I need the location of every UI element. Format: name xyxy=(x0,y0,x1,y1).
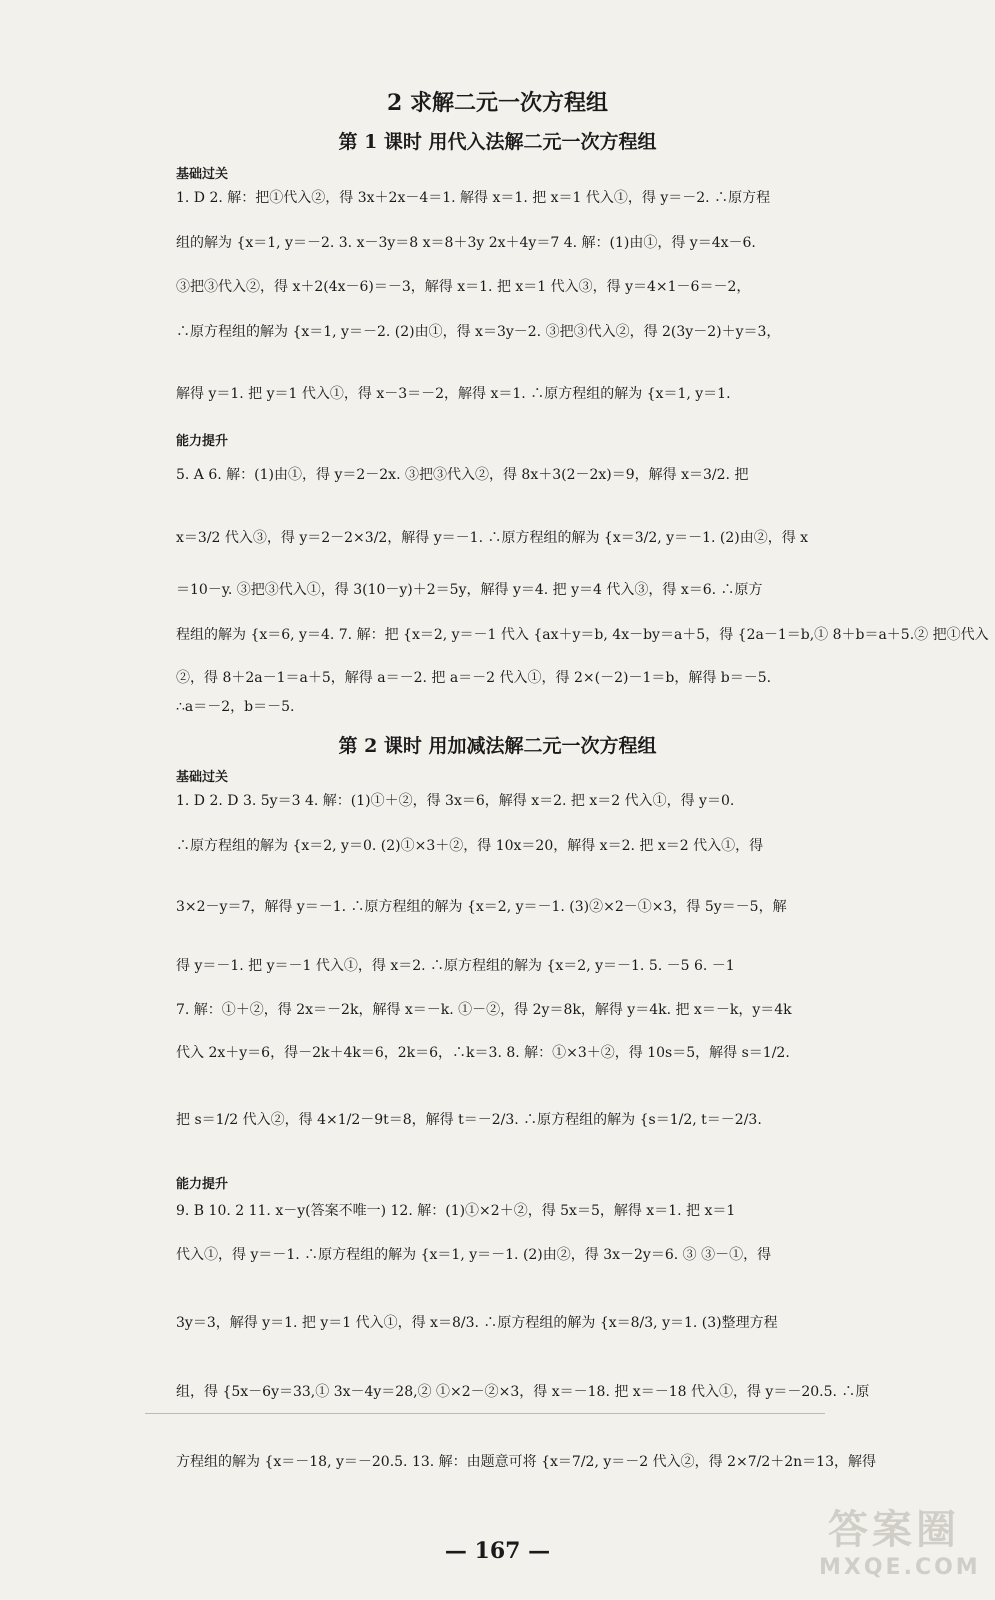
answer-line: 代入 2x＋y＝6，得－2k＋4k＝6，2k＝6，∴k＝3. 8. 解：①×3＋②，得 10s＝5，解得 s＝1/2. xyxy=(176,1045,790,1061)
answer-line: ＝10－y. ③把③代入①，得 3(10－y)＋2＝5y，解得 y＝4. 把 y＝4 代入③，得 x＝6. ∴原方 xyxy=(176,582,763,598)
section-basic-2: 基础过关 xyxy=(176,770,229,785)
answer-line: 组，得 {5x－6y＝33,① 3x－4y＝28,② ①×2－②×3，得 x＝－18. 把 x＝－18 代入①，得 y＝－20.5. ∴原 xyxy=(176,1384,870,1400)
answer-line: ②，得 8＋2a－1＝a＋5，解得 a＝－2. 把 a＝－2 代入①，得 2×(－2)－1＝b，解得 b＝－5. xyxy=(176,670,772,686)
answer-line: ∴a＝－2，b＝－5. xyxy=(176,699,295,715)
answer-line: 得 y＝－1. 把 y＝－1 代入①，得 x＝2. ∴原方程组的解为 {x＝2, y＝－1. 5. －5 6. －1 xyxy=(176,958,735,974)
section-ability-2: 能力提升 xyxy=(176,1177,229,1192)
answer-line: 方程组的解为 {x＝－18, y＝－20.5. 13. 解：由题意可将 {x＝7/2, y＝－2 代入②，得 2×7/2＋2n＝13，解得 xyxy=(176,1454,876,1470)
answer-line: 解得 y＝1. 把 y＝1 代入①，得 x－3＝－2，解得 x＝1. ∴原方程组的解为 {x＝1, y＝1. xyxy=(176,386,731,402)
divider-line xyxy=(145,1413,825,1414)
watermark-logo xyxy=(819,1498,981,1588)
page-number: — 167 — xyxy=(444,1538,551,1564)
watermark-text: 答案圈 xyxy=(828,1507,960,1553)
answer-line: ③把③代入②，得 x＋2(4x－6)＝－3，解得 x＝1. 把 x＝1 代入③，得 y＝4×1－6＝－2， xyxy=(176,279,751,295)
answer-line: 3×2－y＝7，解得 y＝－1. ∴原方程组的解为 {x＝2, y＝－1. (3)②×2－①×3，得 5y＝－5，解 xyxy=(176,899,787,915)
answer-line: 9. B 10. 2 11. x－y(答案不唯一) 12. 解：(1)①×2＋②，得 5x＝5，解得 x＝1. 把 x＝1 xyxy=(176,1203,736,1219)
answer-line: 7. 解：①＋②，得 2x＝－2k，解得 x＝－k. ①－②，得 2y＝8k，解得 y＝4k. 把 x＝－k，y＝4k xyxy=(176,1002,792,1018)
answer-line: ∴原方程组的解为 {x＝2, y＝0. (2)①×3＋②，得 10x＝20，解得 x＝2. 把 x＝2 代入①，得 xyxy=(176,838,764,854)
lesson-2-heading: 第 2 课时 用加减法解二元一次方程组 xyxy=(338,735,657,757)
answer-line: ∴原方程组的解为 {x＝1, y＝－2. (2)由①，得 x＝3y－2. ③把③代入②，得 2(3y－2)＋y＝3， xyxy=(176,324,781,340)
answer-line: 3y＝3，解得 y＝1. 把 y＝1 代入①，得 x＝8/3. ∴原方程组的解为 {x＝8/3, y＝1. (3)整理方程 xyxy=(176,1315,778,1331)
answer-line: 把 s＝1/2 代入②，得 4×1/2－9t＝8，解得 t＝－2/3. ∴原方程组的解为 {s＝1/2, t＝－2/3. xyxy=(176,1112,762,1128)
lesson-1-heading: 第 1 课时 用代入法解二元一次方程组 xyxy=(338,131,657,153)
answer-line: x＝3/2 代入③，得 y＝2－2×3/2，解得 y＝－1. ∴原方程组的解为 {x＝3/2, y＝－1. (2)由②，得 x xyxy=(176,530,809,546)
chapter-title: 2 求解二元一次方程组 xyxy=(387,90,608,116)
answer-line: 程组的解为 {x＝6, y＝4. 7. 解：把 {x＝2, y＝－1 代入 {ax＋y＝b, 4x－by＝a＋5，得 {2a－1＝b,① 8＋b＝a＋5.② 把①代入 xyxy=(176,627,989,643)
answer-line: 组的解为 {x＝1, y＝－2. 3. x－3y＝8 x＝8＋3y 2x＋4y＝7 4. 解：(1)由①，得 y＝4x－6. xyxy=(176,235,756,251)
answer-line: 1. D 2. D 3. 5y＝3 4. 解：(1)①＋②，得 3x＝6，解得 x＝2. 把 x＝2 代入①，得 y＝0. xyxy=(176,793,735,809)
answer-line: 代入①，得 y＝－1. ∴原方程组的解为 {x＝1, y＝－1. (2)由②，得 3x－2y＝6. ③ ③－①，得 xyxy=(176,1247,772,1263)
answer-line: 1. D 2. 解：把①代入②，得 3x＋2x－4＝1. 解得 x＝1. 把 x＝1 代入①，得 y＝－2. ∴原方程 xyxy=(176,190,771,206)
watermark-url: MXQE.COM xyxy=(819,1555,981,1580)
section-ability-1: 能力提升 xyxy=(176,434,229,449)
section-basic-1: 基础过关 xyxy=(176,167,229,182)
answer-line: 5. A 6. 解：(1)由①，得 y＝2－2x. ③把③代入②，得 8x＋3(2－2x)＝9，解得 x＝3/2. 把 xyxy=(176,467,749,483)
